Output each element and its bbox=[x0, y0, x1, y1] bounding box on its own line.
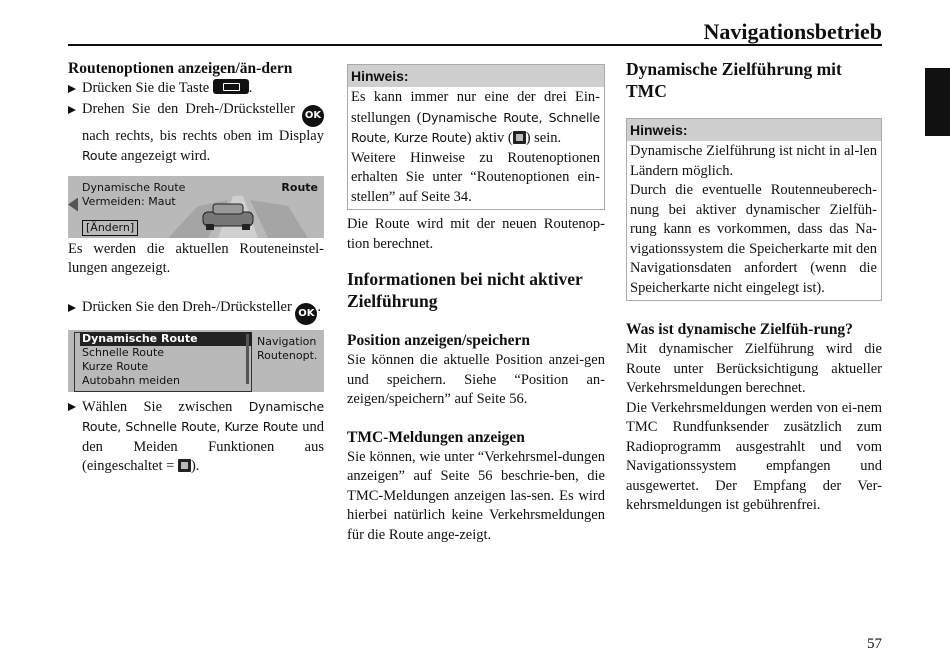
nav-key-icon bbox=[213, 79, 249, 94]
car-wheel-left bbox=[206, 224, 214, 230]
right-column bbox=[626, 58, 882, 516]
screen-scrollbar bbox=[246, 334, 249, 384]
page-header-title: Navigationsbetrieb bbox=[703, 19, 882, 44]
section-heading-inactive-guidance: Informationen bei nicht aktiver Zielführung bbox=[347, 269, 583, 311]
paragraph-current-settings: Es werden die aktuellen Routeneinstel-lungen angezeigt. bbox=[68, 240, 324, 276]
screen-line-avoid-toll: Vermeiden: Maut bbox=[82, 194, 176, 208]
note-title: Hinweis: bbox=[627, 119, 881, 141]
display-screenshot-route bbox=[68, 176, 324, 238]
checked-box-icon bbox=[178, 459, 191, 472]
subheading-tmc-messages: TMC-Meldungen anzeigen bbox=[347, 428, 525, 446]
paragraph-tmc-messages: Sie können, wie unter “Verkehrsmel-dungen anzeigen” auf Seite 56 beschrie-ben, die TMC-Meldungen anzeigen las-sen. Es wird hierbei natürlich keine Verkehrsmeldungen für die Route ange-zeigt. bbox=[347, 448, 605, 543]
screen-list-item: Autobahn meiden bbox=[82, 373, 180, 387]
step-rotate-knob: Drehen Sie den Dreh-/Drücksteller OK nach rechts, bis rechts oben im Display Route angezeigt wird. bbox=[68, 100, 324, 167]
step-press-button: Drücken Sie die Taste . bbox=[68, 79, 324, 99]
screen-title-navigation: Navigation bbox=[257, 334, 317, 348]
page-number: 57 bbox=[867, 636, 882, 652]
section-heading-dynamic-guidance: Dynamische Zielführung mit TMC bbox=[626, 59, 842, 101]
step-press-knob: Drücken Sie den Dreh-/Drücksteller OK . bbox=[68, 298, 324, 325]
screen-list-item: Schnelle Route bbox=[82, 345, 165, 359]
chapter-tab-marker bbox=[925, 68, 950, 136]
paragraph-position: Sie können die aktuelle Position anzei-gen und speichern. Siehe “Position an-zeigen/speichern” auf Seite 56. bbox=[347, 352, 605, 407]
middle-column bbox=[347, 64, 605, 545]
car-road-graphic bbox=[168, 176, 308, 238]
note-body: Dynamische Zielführung ist nicht in al-len Ländern möglich. Durch die eventuelle Routenneuberech-nung bei aktiver dynamischer Zielfüh-rung kann es vorkommen, dass das Na-vigationssystem die Speicherkarte mit den Navigationsdaten anfordert (wenn die Speicherkarte nicht eingelegt ist). bbox=[630, 143, 877, 296]
section-heading-routenoptionen: Routenoptionen anzeigen/än-dern bbox=[68, 60, 293, 77]
checked-box-icon bbox=[513, 131, 526, 144]
car-roof bbox=[213, 204, 243, 214]
screen-title-route: Route bbox=[281, 180, 318, 194]
step-select-option: Wählen Sie zwischen Dynamische Route, Schnelle Route, Kurze Route und den Meiden Funktionen aus (eingeschaltet = ). bbox=[68, 397, 324, 477]
ok-knob-icon: OK bbox=[302, 105, 324, 127]
paragraph-tmc-broadcast: Die Verkehrsmeldungen werden von ei-nem TMC Rundfunksender zusätzlich zum Radioprogramm ausgestrahlt und vom Navigationssystem empfangen und ausgewertet. Der Empfang der Ver-kehrsmeldungen ist gebührenfrei. bbox=[626, 399, 882, 513]
subheading-what-is-dynamic: Was ist dynamische Zielfüh-rung? bbox=[626, 321, 853, 338]
paragraph-dynamic-definition: Mit dynamischer Zielführung wird die Route unter Berücksichtigung aktueller Verkehrsmeldungen berechnet. bbox=[626, 341, 882, 396]
note-box-route-options bbox=[347, 64, 605, 210]
paragraph-route-recalculated: Die Route wird mit der neuen Routenop-tion berechnet. bbox=[347, 216, 605, 252]
note-title: Hinweis: bbox=[348, 65, 604, 87]
screen-list-item-selected: Dynamische Route bbox=[80, 332, 252, 346]
screen-list-item: Kurze Route bbox=[82, 359, 149, 373]
left-column bbox=[68, 58, 324, 477]
screen-left-arrow-icon bbox=[68, 198, 78, 212]
header-rule bbox=[68, 44, 882, 46]
display-screenshot-route-options bbox=[68, 330, 324, 392]
road-side-right bbox=[250, 200, 308, 238]
note-box-dynamic-guidance bbox=[626, 118, 882, 301]
ok-knob-icon: OK bbox=[295, 303, 317, 325]
screen-softkey-aendern: [Ändern] bbox=[82, 220, 138, 236]
screen-title-routenopt: Routenopt. bbox=[257, 348, 318, 362]
subheading-position: Position anzeigen/speichern bbox=[347, 332, 530, 349]
car-wheel-right bbox=[242, 224, 250, 230]
note-body: Es kann immer nur eine der drei Ein-stellungen (Dynamische Route, Schnelle Route, Kurze Route) aktiv ( ) sein. Weitere Hinweise zu Routenoptionen erhalten Sie unter “Routenoptionen ein-stellen” auf Seite 34. bbox=[351, 89, 600, 205]
screen-line-dynamic-route: Dynamische Route bbox=[82, 180, 186, 194]
